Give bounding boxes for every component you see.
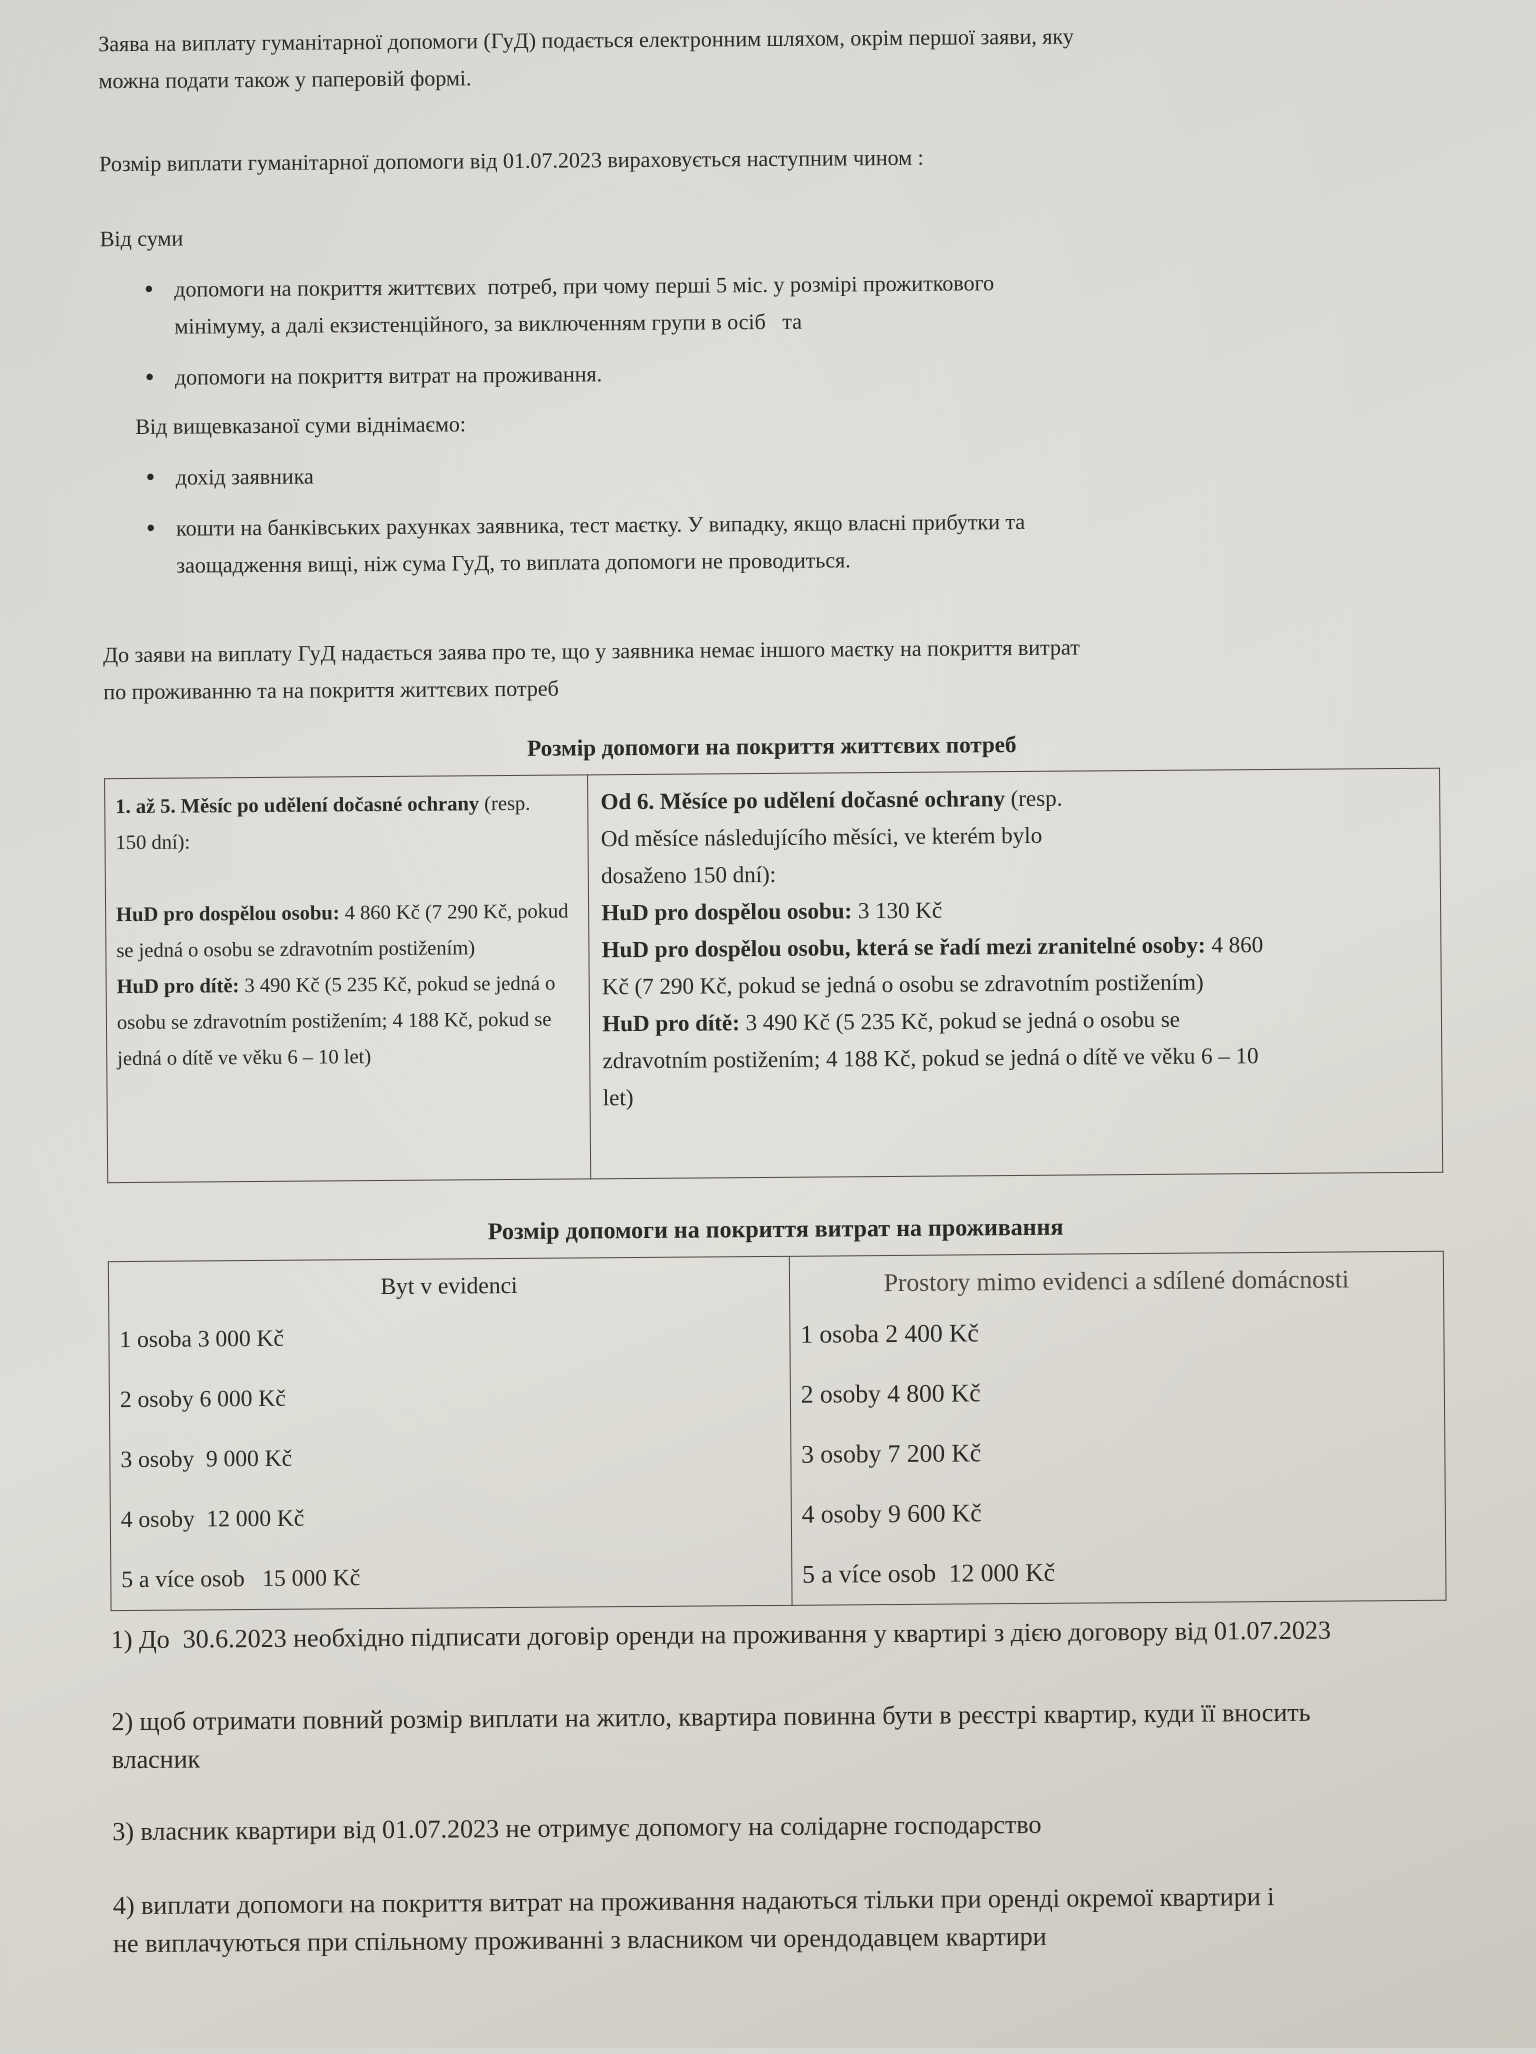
table-row [108, 1251, 1446, 1610]
table-row [105, 768, 1443, 1182]
list-item: • кошти на банківських рахунках заявника, тест маєтку. У випадку, якщо власні прибутки та заощадження вищі, ніж сума ГуД, то виплата допомоги не проводиться. [102, 502, 1095, 584]
table-cell: 4 osoby 12 000 Kč [120, 1505, 305, 1534]
period-heading-rest: dosaženo 150 dní): [600, 861, 777, 889]
living-needs-table [104, 768, 1443, 1183]
footnote: 4) виплати допомоги на покриття витрат на проживання надаються тільки при оренді окремої квартири і не виплачуються при спільному проживанні з власником чи орендодавцем квартири [112, 1881, 1282, 1959]
table-cell: 3 osoby 7 200 Kč [801, 1438, 982, 1469]
aid-value: 3 490 Kč (5 235 Kč, pokud se jedná o osobu se zdravotním postižením; 4 188 Kč, pokud se jedná o dítě ve věku 6 – 10 let) [116, 972, 561, 1071]
sum-components-list [100, 261, 1445, 397]
period-heading-rest: 150 dní): [115, 831, 191, 855]
table2-title: Розмір допомоги на покриття витрат на проживання [487, 1214, 1064, 1246]
list-item: • допомоги на покриття життєвих потреб, при чому перші 5 міс. у розмірі прожиткового мінімуму, а далі екзистенційного, за виключенням групи в осіб та [100, 264, 1067, 346]
period-heading-bold: Od 6. Měsíce po udělení dočasné ochrany [600, 786, 1006, 815]
aid-line [116, 893, 585, 969]
aid-label: HuD pro dospělou osobu, která se řadí mezi zranitelné osoby: [601, 932, 1206, 963]
list-item: • дохід заявника [102, 449, 1446, 497]
table2-right-column [789, 1251, 1446, 1605]
deductions-list [102, 449, 1447, 585]
table1-right-cell [588, 768, 1443, 1179]
footnote: 3) власник квартири від 01.07.2023 не отримує допомогу на солідарне господарство [112, 1809, 1042, 1847]
aid-value: 4 860 Kč (7 290 Kč, pokud se jedná o osobu se zdravotním postižením) [116, 900, 574, 963]
period-heading [115, 785, 584, 861]
table1-left-cell [105, 775, 591, 1183]
aid-value: 3 490 Kč (5 235 Kč, pokud se jedná o osobu se zdravotním postižením; 4 188 Kč, pokud se jedná o dítě ve věku 6 – 10 let) [602, 1006, 1265, 1111]
table1-title: Розмір допомоги на покриття життєвих потреб [527, 732, 1017, 761]
table-cell: 2 osoby 6 000 Kč [119, 1385, 286, 1414]
aid-line [601, 889, 1281, 931]
paragraph-declaration: До заяви на виплату ГуД надається заява про те, що у заявника немає іншого маєтку на покриття витрат по проживанню та на покриття життєвих потреб [102, 634, 1086, 705]
footnote: 1) До 30.6.2023 необхідно підписати договір оренди на проживання у квартирі з дією договору від 01.07.2023 [110, 1615, 1332, 1655]
aid-line [117, 965, 586, 1077]
aid-label: HuD pro dítě: [116, 975, 240, 999]
label-deduction-intro: Від вищевказаної суми віднімаємо: [135, 411, 467, 439]
table2-left-column [108, 1256, 792, 1610]
aid-line [602, 926, 1283, 1005]
footnote: 2) щоб отримати повний розмір виплати на житло, квартира повинна бути в реєстрі квартир, куди її вносить власник [111, 1697, 1318, 1775]
column-header: Byt v evidenci [380, 1272, 518, 1301]
period-heading [600, 778, 1281, 894]
period-heading-rest: Od měsíce následujícího měsíci, ve kterém bylo [600, 822, 1043, 852]
aid-line [602, 1000, 1283, 1116]
aid-value: 4 860 Kč (7 290 Kč, pokud se jedná o osobu se zdravotním postižením) [601, 932, 1269, 1000]
period-heading-bold: 1. až 5. Měsíc po udělení dočasné ochrany [115, 793, 480, 819]
aid-label: HuD pro dospělou osobu: [601, 898, 853, 926]
housing-costs-table [108, 1251, 1447, 1611]
table-cell: 1 osoba 2 400 Kč [800, 1318, 979, 1349]
table-cell: 2 osoby 4 800 Kč [800, 1378, 981, 1409]
table-cell: 5 a více osob 12 000 Kč [802, 1557, 1056, 1589]
table-cell: 1 osoba 3 000 Kč [119, 1325, 285, 1354]
paragraph-intro: Заява на виплату гуманітарної допомоги (ГуД) подається електронним шляхом, окрім першої заяви, яку можна подати також у паперовій формі. [98, 23, 1080, 94]
table-cell: 5 a více osob 15 000 Kč [121, 1565, 361, 1594]
paragraph-calculation-intro: Розмір виплати гуманітарної допомоги від 01.07.2023 вираховується наступним чином : [99, 144, 924, 177]
table-cell: 4 osoby 9 600 Kč [801, 1498, 982, 1529]
period-heading-rest: (resp. [1004, 785, 1063, 812]
aid-value: 3 130 Kč [852, 897, 943, 924]
list-item: • допомоги на покриття витрат на проживання. [101, 349, 1445, 397]
period-heading-rest: (resp. [479, 792, 531, 816]
aid-label: HuD pro dospělou osobu: [116, 902, 340, 927]
column-header: Prostory mimo evidenci a sdílené domácnosti [883, 1264, 1350, 1298]
aid-label: HuD pro dítě: [602, 1010, 740, 1037]
label-from-sum: Від суми [99, 225, 184, 252]
blank-line [116, 857, 585, 897]
table-cell: 3 osoby 9 000 Kč [120, 1445, 293, 1474]
